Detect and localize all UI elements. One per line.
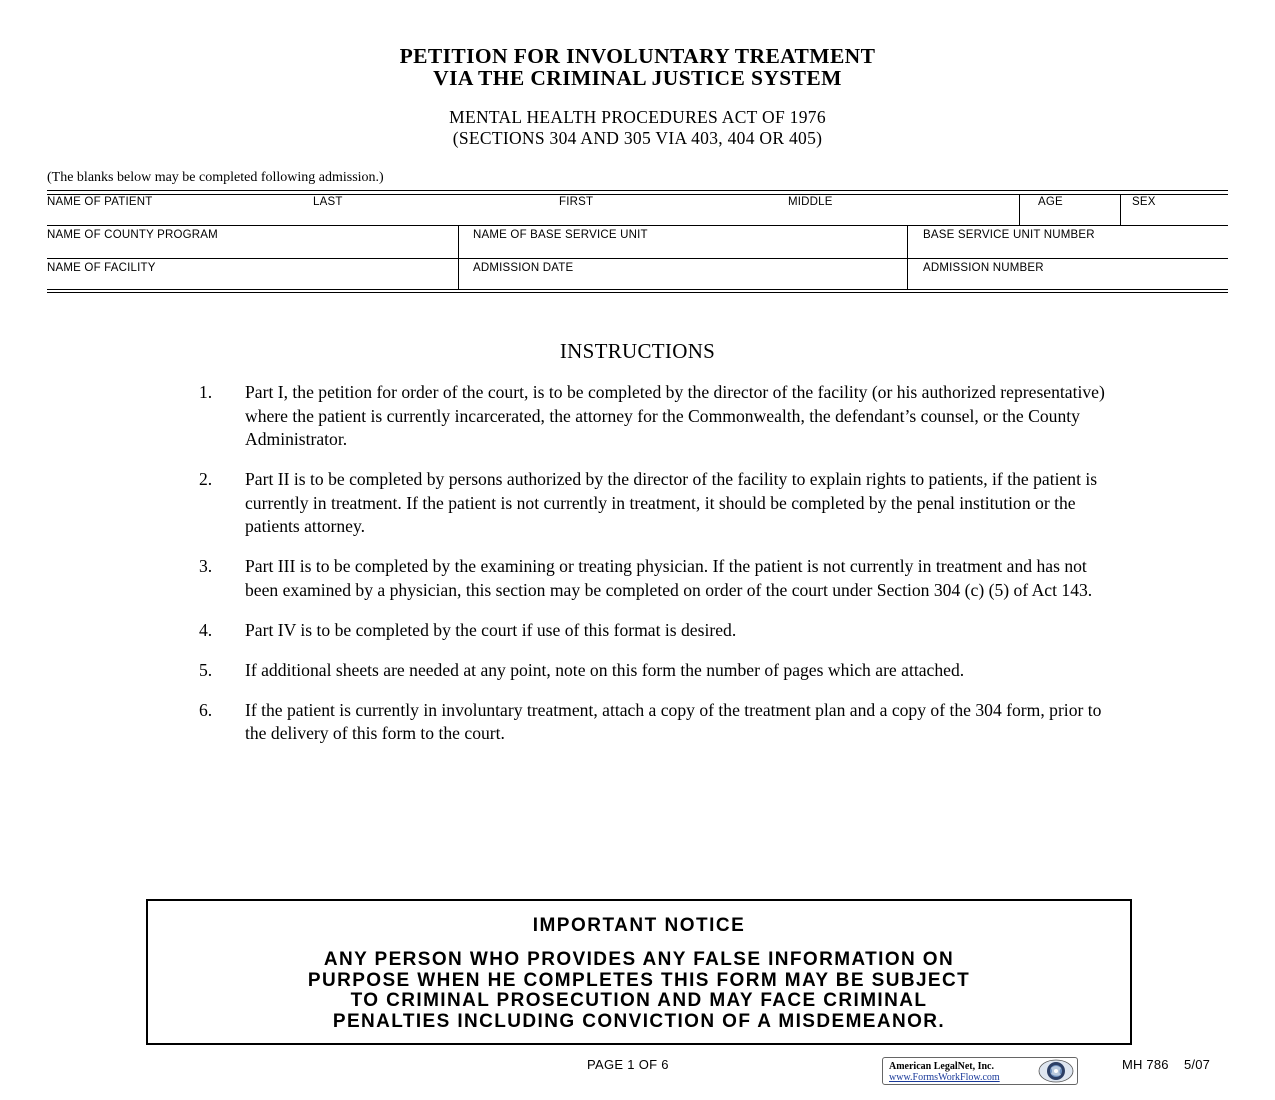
instructions-heading: INSTRUCTIONS — [559, 339, 716, 363]
item-number: 5. — [199, 659, 213, 680]
age-divider — [1019, 194, 1020, 225]
patient-name-label: NAME OF PATIENT — [47, 196, 153, 208]
item-text: If the patient is currently in involuntary treatment, attach a copy of the treatment plan and a copy of the 304 form, prior to the delivery of this form to the court. — [245, 699, 1102, 743]
sex-field[interactable]: SEX — [1132, 196, 1156, 208]
notice-line: PURPOSE WHEN HE COMPLETES THIS FORM MAY BE SUBJECT — [307, 969, 971, 991]
notice-title: IMPORTANT NOTICE — [532, 915, 746, 936]
globe-icon — [1037, 1058, 1075, 1084]
col-divider-2 — [907, 225, 908, 289]
page-number: PAGE 1 OF 6 — [587, 1057, 669, 1072]
admission-note: (The blanks below may be completed following admission.) — [47, 170, 384, 185]
notice-line: ANY PERSON WHO PROVIDES ANY FALSE INFORMATION ON — [323, 949, 955, 970]
item-text: If additional sheets are needed at any point, note on this form the number of pages which are attached. — [245, 659, 965, 680]
item-text: Part III is to be completed by the examining or treating physician. If the patient is not currently in treatment and has not been examined by a physician, this section may be completed on order of the court under Section 304 (c) (5) of Act 143. — [245, 556, 1093, 600]
item-text: Part IV is to be completed by the court if use of this format is desired. — [245, 619, 737, 640]
last-name-field[interactable]: LAST — [313, 196, 343, 208]
row-divider-1 — [47, 225, 1228, 226]
instructions-list — [199, 381, 1119, 762]
list-item — [199, 468, 1119, 539]
act-sections: (SECTIONS 304 AND 305 VIA 403, 404 OR 405) — [452, 128, 823, 148]
notice-line: TO CRIMINAL PROSECUTION AND MAY FACE CRIMINAL — [350, 990, 928, 1011]
item-text: Part I, the petition for order of the court, is to be completed by the director of the facility (or his authorized representative) where the patient is currently incarcerated, the attorney for the Commonwealth, the defendant’s counsel, or the County Administrator. — [245, 382, 1105, 449]
top-rule-inner — [47, 194, 1228, 195]
publisher-logo[interactable] — [882, 1057, 1078, 1085]
act-title: MENTAL HEALTH PROCEDURES ACT OF 1976 — [449, 107, 826, 127]
form-title-line2: VIA THE CRIMINAL JUSTICE SYSTEM — [433, 66, 842, 90]
notice-body — [148, 950, 1130, 1032]
publisher-link[interactable]: www.FormsWorkFlow.com — [889, 1072, 1000, 1083]
notice-line: PENALTIES INCLUDING CONVICTION OF A MISDEMEANOR. — [332, 1010, 946, 1032]
facility-field[interactable]: NAME OF FACILITY — [47, 262, 156, 274]
middle-name-field[interactable]: MIDDLE — [788, 196, 833, 208]
age-field[interactable]: AGE — [1038, 196, 1063, 208]
item-text: Part II is to be completed by persons authorized by the director of the facility to explain rights to patients, if the patient is currently in treatment. If the patient is not currently in treatment, it should be completed by the penal institution or the patients attorney. — [245, 469, 1098, 536]
list-item — [199, 381, 1119, 452]
item-number: 6. — [199, 699, 213, 720]
form-number: MH 786 5/07 — [1122, 1057, 1211, 1072]
row-divider-2 — [47, 258, 1228, 259]
top-rule-outer — [47, 190, 1228, 191]
item-number: 1. — [199, 382, 213, 402]
base-service-unit-field[interactable]: NAME OF BASE SERVICE UNIT — [473, 229, 648, 241]
important-notice-box — [146, 899, 1132, 1045]
col-divider-1 — [458, 225, 459, 289]
first-name-field[interactable]: FIRST — [559, 196, 594, 208]
list-item — [199, 555, 1119, 602]
bottom-rule-inner — [47, 289, 1228, 290]
item-number: 2. — [199, 469, 213, 489]
list-item — [199, 699, 1119, 746]
form-title-line1: PETITION FOR INVOLUNTARY TREATMENT — [399, 44, 876, 68]
bottom-rule-outer — [47, 292, 1228, 293]
item-number: 4. — [199, 619, 213, 640]
admission-date-field[interactable]: ADMISSION DATE — [473, 262, 574, 274]
base-service-unit-number-field[interactable]: BASE SERVICE UNIT NUMBER — [923, 229, 1095, 241]
county-program-field[interactable]: NAME OF COUNTY PROGRAM — [47, 229, 218, 241]
list-item — [199, 659, 1119, 683]
sex-divider — [1120, 194, 1121, 225]
list-item — [199, 619, 1119, 643]
item-number: 3. — [199, 556, 213, 576]
admission-number-field[interactable]: ADMISSION NUMBER — [923, 262, 1044, 274]
publisher-name: American LegalNet, Inc. — [889, 1061, 994, 1072]
